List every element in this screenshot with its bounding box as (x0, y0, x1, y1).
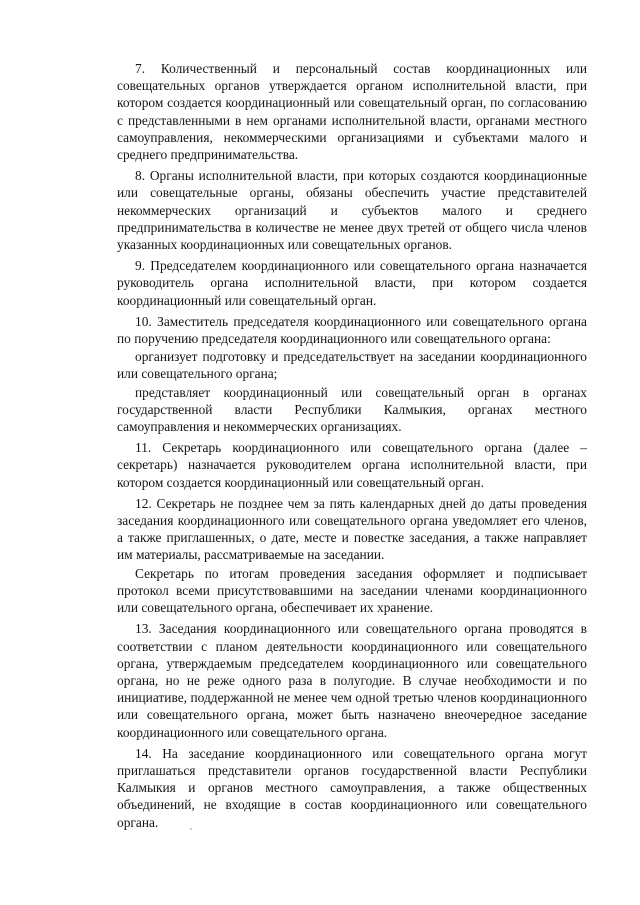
paragraph-14: 14. На заседание координационного или совещательного органа могут приглашаться представители органов государственной власти Республики Калмыкия и органов местного самоуправления, а также общественных объединений, не входящие в состав координационного или совещательного органа. (117, 745, 587, 830)
paragraph-10-item-1: организует подготовку и председательствует на заседании координационного или совещательного органа; (117, 349, 587, 382)
paragraph-13: 13. Заседания координационного или совещательного органа проводятся в соответствии с планом деятельности координационного или совещательного органа, утверждаемым председателем координационного или совещательного органа, но не реже одного раза в полугодие. В случае необходимости и по инициативе, поддержанной не менее чем одной третью членов координационного или совещательного органа, может быть назначено внеочередное заседание координационного или совещательного органа. (117, 621, 587, 740)
paragraph-10: 10. Заместитель председателя координационного или совещательного органа по поручению председателя координационного или совещательного органа: (117, 313, 587, 347)
paragraph-12-continued: Секретарь по итогам проведения заседания оформляет и подписывает протокол всеми присутствовавшими на заседании членами координационного или совещательного органа, обеспечивает их хранение. (117, 565, 587, 616)
scan-speck (190, 828, 192, 830)
paragraph-10-item-2: представляет координационный или совещательный орган в органах государственной власти Республики Калмыкия, органах местного самоуправления и некоммерческих организациях. (117, 384, 587, 435)
paragraph-8: 8. Органы исполнительной власти, при которых создаются координационные или совещательные органы, обязаны обеспечить участие представителей некоммерческих организаций и субъектов малого и среднего предпринимательства в количестве не менее двух третей от общего числа членов указанных координационных или совещательных органов. (117, 168, 587, 253)
document-page (117, 60, 587, 835)
paragraph-12: 12. Секретарь не позднее чем за пять календарных дней до даты проведения заседания координационного или совещательного органа уведомляет его членов, а также приглашенных, о дате, месте и повестке заседания, а также направляет им материалы, рассматриваемые на заседании. (117, 495, 587, 563)
paragraph-7: 7. Количественный и персональный состав координационных или совещательных органов утверждается органом исполнительной власти, при котором создается координационный или совещательный орган, по согласованию с представленными в нем органами исполнительной власти, органами местного самоуправления, некоммерческими организациями и субъектами малого и среднего предпринимательства. (117, 61, 587, 163)
paragraph-9: 9. Председателем координационного или совещательного органа назначается руководитель органа исполнительной власти, при котором создается координационный или совещательный орган. (117, 258, 587, 308)
paragraph-11: 11. Секретарь координационного или совещательного органа (далее – секретарь) назначается руководителем органа исполнительной власти, при котором создается координационный или совещательный орган. (117, 440, 587, 490)
